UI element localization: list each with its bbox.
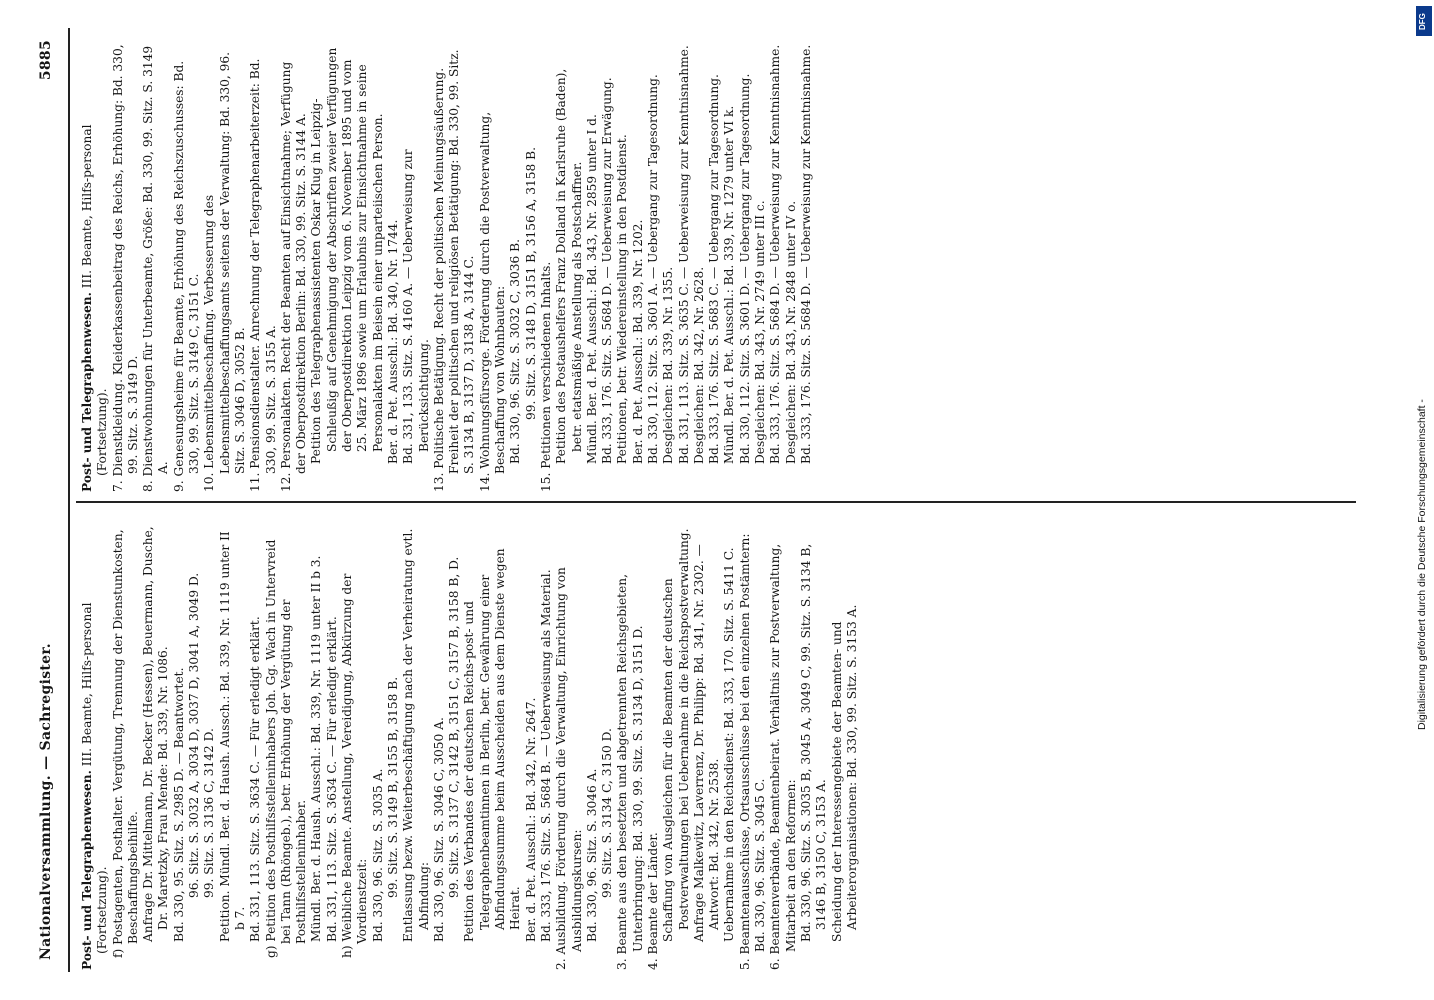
right_col-entry: Ber. d. Pet. Ausschl.: Bd. 339, Nr. 1202. (630, 219, 645, 464)
right_col-entry: 14. Wohnungsfürsorge. Förderung durch die Postverwaltung, Beschaffung von Wohnbauten: (477, 111, 508, 492)
right_col-entry: Post- und Telegraphenwesen. III. Beamte, Hilfs-personal (Fortsetzung). (80, 124, 110, 492)
left_col-entry: 4. Beamte der Länder. (645, 832, 660, 970)
left_col-entry: 3. Beamte aus den besetzten und abgetrennten Reichsgebieten, Unterbringung: Bd. 330, 99. Sitz. S. 3134 D, 3151 D. (615, 574, 645, 970)
column-divider (76, 502, 1356, 504)
left_col-entry: Bd. 331, 113. Sitz. S. 3634 C. — Für erledigt erklärt. (324, 616, 339, 942)
left_col-entry: h) Weibliche Beamte. Anstellung, Vereidigung, Abkürzung der Vordienstzeit: (340, 573, 370, 958)
side-note (1414, 30, 1434, 970)
left_col-entry: Mündl. Ber. d. Haush. Ausschl.: Bd. 339, Nr. 1119 unter II b 3. (309, 555, 324, 942)
left_col-entry: 99. Sitz. S. 3134 C, 3150 D. (600, 728, 615, 898)
left_col-entry: Bd. 330, 96. Sitz. S. 3046 A. (584, 768, 599, 942)
right_col-entry: Bd. 330, 112. Sitz. S. 3601 A. — Uebergang zur Tagesordnung. (645, 74, 660, 464)
left_col-entry: 96. Sitz. S. 3032 A, 3034 D, 3037 D, 3041 A, 3049 D. (187, 572, 202, 898)
left_col-entry: Bd. 330, 95. Sitz. S. 2985 D. — Beantwortet. (171, 667, 186, 942)
dfg-logo: DFG (1416, 6, 1432, 36)
left_col-entry: Bd. 333, 176. Sitz. S. 5684 B. — Ueberweisung als Material. (538, 569, 553, 942)
right_col-entry: Ber. d. Pet. Ausschl.: Bd. 340, Nr. 1744. (385, 219, 400, 464)
left_col-entry: Petition des Verbandes der deutschen Reichs-post- und Telegraphenbeamtinnen in Berlin, betr. Gewährung einer Abfindungssumme beim Ausscheiden aus dem Dienste wegen Heirat. (462, 548, 523, 942)
left_col-entry: Bd. 330, 96. Sitz. S. 3035 A. (370, 768, 385, 942)
right_col-entry: Bd. 331, 113. Sitz. S. 3635 C. — Ueberweisung zur Kenntnisnahme. (676, 45, 691, 464)
right_col-entry: Petition des Postaushelfers Franz Dolland in Karlsruhe (Baden), betr. etatsmäßige Anstellung als Postschaffner. (554, 68, 584, 464)
right-column (80, 42, 814, 492)
left_col-entry: Ber. d. Pet. Ausschl.: Bd. 342, Nr. 2647. (523, 697, 538, 942)
right_col-entry: Bd. 331, 133. Sitz. S. 4160 A. — Ueberweisung zur Berücksichtigung. (401, 149, 431, 464)
right_col-entry: Desgleichen: Bd. 339, Nr. 1355. (661, 266, 676, 464)
left_col-entry: 5. Beamtenausschüsse, Ortsausschüsse bei den einzelnen Postämtern: Bd. 330, 96. Sitz. S. 3045 C. (737, 533, 768, 970)
left_col-entry: Bd. 330, 96. Sitz. S. 3035 B, 3045 A, 3049 C, 99. Sitz. S. 3134 B, 3146 B, 3150 C, 3153 A. (798, 543, 829, 942)
right_col-entry: 10. Lebensmittelbeschaffung. Verbesserung des Lebensmittelbeschaffungsamts seitens der Verwaltung: Bd. 330, 96. Sitz. S. 3046 D, 3052 B. (202, 51, 247, 492)
left_col-entry: Petition. Mündl. Ber. d. Haush. Aussch.: Bd. 339, Nr. 1119 unter II b 7. (217, 531, 247, 942)
header-rule (68, 28, 70, 972)
right_col-entry: Bd. 333, 176. Sitz. S. 5684 D. — Ueberweisung zur Kenntnisnahme. (798, 44, 813, 464)
left_col-entry: Post- und Telegraphenwesen. III. Beamte, Hilfs-personal (Fortsetzung). (80, 602, 110, 970)
left_col-entry: Entlassung bezw. Weiterbeschäftigung nach der Verheiratung evtl. Abfindung: (401, 528, 431, 942)
left_col-entry: 99. Sitz. S. 3149 B, 3155 B, 3158 B. (385, 676, 400, 898)
right_col-entry: Mündl. Ber. d. Pet. Ausschl.: Bd. 343, Nr. 2859 unter I d. (584, 114, 599, 464)
left_col-entry: Bd. 331, 113. Sitz. S. 3634 C. — Für erledigt erklärt. (248, 616, 263, 942)
right_col-entry: 8. Dienstwohnungen für Unterbeamte, Größe: Bd. 330, 99. Sitz. S. 3149 A. (141, 45, 171, 492)
left_col-entry: 6. Beamtenverbände, Beamtenbeirat. Verhältnis zur Postverwaltung, Mitarbeit an den Reformen: (768, 543, 798, 970)
right_col-entry: 99. Sitz. S. 3148 D, 3151 B, 3156 A, 3158 B. (523, 147, 538, 420)
right_col-entry: Desgleichen: Bd. 343, Nr. 2749 unter III c. (753, 200, 768, 464)
right_col-entry: Bd. 333, 176. Sitz. S. 5683 C. — Uebergang zur Tagesordnung. (707, 74, 722, 464)
right_col-entry: Bd. 333, 176. Sitz. S. 5684 D. — Ueberweisung zur Kenntnisnahme. (768, 44, 783, 464)
left_col-entry: 99. Sitz. S. 3137 C, 3142 B, 3151 C, 3157 B, 3158 B, D. (447, 556, 462, 898)
right_col-entry: Mündl. Ber. d. Pet. Ausschl.: Bd. 339, Nr. 1279 unter VI k. (722, 105, 737, 464)
left_col-entry: 2. Ausbildung. Förderung durch die Verwaltung, Einrichtung von Ausbildungskursen: (554, 567, 584, 970)
left_col-entry: Anfrage Malkewitz, Laverrenz, Dr. Philipp: Bd. 341, Nr. 2302. — Antwort: Bd. 342, Nr. 2538. (691, 544, 722, 942)
left_col-entry: Anfrage Dr. Mittelmann, Dr. Becker (Hessen), Beuermann, Dusche, Dr. Maretzky, Frau Mende: Bd. 339, Nr. 1086. (141, 526, 171, 942)
left_col-entry: Scheidung der Interessengebiete der Beamten- und Arbeiterorganisationen: Bd. 330, 99. Sitz. S. 3153 A. (829, 604, 859, 942)
left_col-entry: Uebernahme in den Reichsdienst: Bd. 333, 170. Sitz. S. 5411 C. (722, 547, 737, 942)
right_col-entry: Petition des Telegraphenassistenten Oskar Klug in Leipzig-Schleußig auf Genehmigung der Abschriften zweier Verfügungen der Oberpostdirektion Leipzig vom 6. November 1895 und vom 25. März 1896 sowie um Erlaubnis zur Einsichtnahme in seine Personalakten im Beisein einer unparteiischen Person. (309, 47, 385, 464)
right_col-entry: Petitionen, betr. Wiedereinstellung in den Postdienst. (615, 134, 630, 464)
right_col-entry: 11. Pensionsdienstalter. Anrechnung der Telegraphenarbeiterzeit: Bd. 330, 99. Sitz. S. 3155 A. (248, 58, 278, 492)
left_col-entry: 99. Sitz. S. 3136 C, 3142 D. (202, 728, 217, 898)
left-column (80, 520, 860, 970)
right_col-entry: 9. Genesungsheime für Beamte, Erhöhung des Reichszuschusses: Bd. 330, 99. Sitz. S. 3149 C, 3151 C. (171, 60, 202, 492)
right_col-entry: 12. Personalakten. Recht der Beamten auf Einsichtnahme; Verfügung der Oberpostdirektion Berlin: Bd. 330, 99. Sitz. S. 3144 A. (278, 61, 309, 492)
right_col-entry: Bd. 333, 176. Sitz. S. 5684 D. — Ueberweisung zur Erwägung. (600, 77, 615, 464)
left_col-entry: g) Petition des Posthilfsstelleninhabers Joh. Gg. Wach in Untervreid bei Tann (Rhöngeb.), betr. Erhöhung der Vergütung der Posthilfsstelleninhaber. (263, 539, 309, 958)
right_col-entry: Bd. 330, 112. Sitz. S. 3601 D. — Uebergang zur Tagesordnung. (737, 73, 752, 464)
page-number: 5885 (38, 40, 54, 81)
digitization-credit: Digitalisierung gefördert durch die Deutsche Forschungsgemeinschaft - (1416, 399, 1428, 730)
right_col-entry: Bd. 330, 96. Sitz. S. 3032 C, 3036 B. (508, 239, 523, 464)
page-header (34, 40, 64, 960)
right_col-entry: 15. Petitionen verschiedenen Inhalts. (538, 261, 553, 492)
right_col-entry: Desgleichen: Bd. 343, Nr. 2848 unter IV o. (783, 200, 798, 464)
left_col-entry: Bd. 330, 96. Sitz. S. 3046 C, 3050 A. (431, 717, 446, 942)
right_col-entry: Desgleichen: Bd. 342, Nr. 2628. (691, 266, 706, 464)
left_col-entry: f) Postagenten, Posthalter. Vergütung, Trennung der Dienstunkosten, Beschaffungsbeihilfe. (110, 529, 140, 958)
left_col-entry: Schaffung von Ausgleichen für die Beamten der deutschen Postverwaltungen bei Uebernahme in die Reichspostverwaltung. (661, 528, 691, 942)
running-head-left: Nationalversammlung. — Sachregister. (38, 643, 54, 960)
right_col-entry: 13. Politische Betätigung. Recht der politischen Meinungsäußerung. Freiheit der politischen und religiösen Betätigung: Bd. 330, 99. Sitz. S. 3134 B, 3137 D, 3138 A, 3144 C. (431, 49, 477, 492)
right_col-entry: 7. Dienstkleidung. Kleiderkassenbeitrag des Reichs, Erhöhung: Bd. 330, 99. Sitz. S. 3149 D. (110, 44, 140, 492)
